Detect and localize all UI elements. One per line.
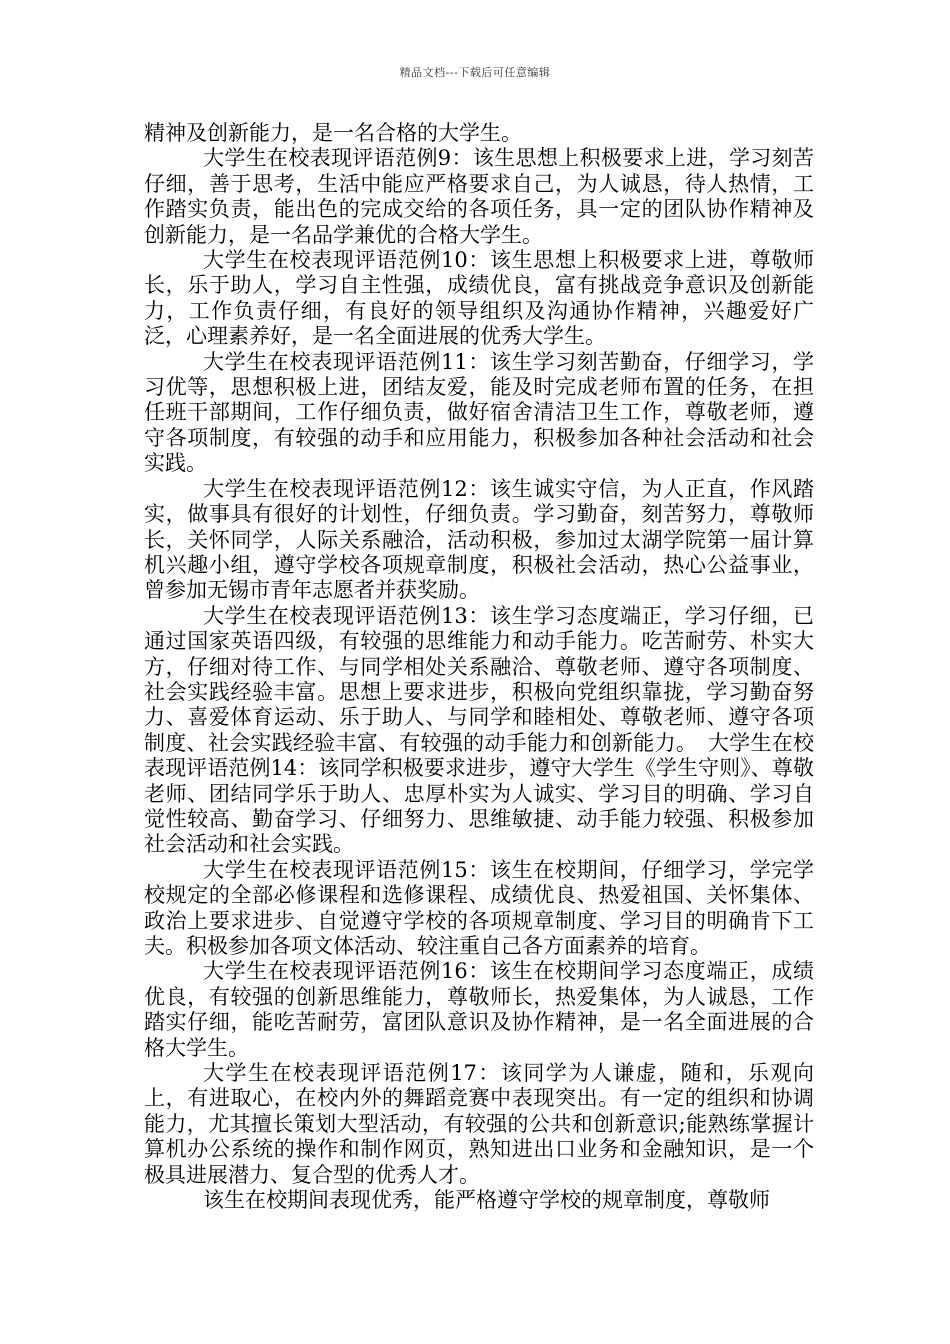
paragraph: 大学生在校表现评语范例17：该同学为人谦虚，随和，乐观向上，有进取心，在校内外的舞蹈竞赛中表现突出。有一定的组织和协调能力，尤其擅长策划大型活动，有较强的公共和创新意识;能熟练掌握计算机办公系统的操作和制作网页，熟知进出口业务和金融知识，是一个极具进展潜力、复合型的优秀人才。 — [144, 1061, 814, 1187]
paragraph: 该生在校期间表现优秀，能严格遵守学校的规章制度，尊敬师 — [203, 1188, 770, 1213]
paragraph: 大学生在校表现评语范例12：该生诚实守信，为人正直，作风踏实，做事具有很好的计划性，仔细负责。学习勤奋，刻苦努力，尊敬师长，关怀同学，人际关系融洽，活动积极，参加过太湖学院第一届计算机兴趣小组，遵守学校各项规章制度，积极社会活动，热心公益事业，曾参加无锡市青年志愿者并获奖励。 — [144, 476, 814, 603]
paragraph: 大学生在校表现评语范例15：该生在校期间，仔细学习，学完学校规定的全部必修课程和选修课程、成绩优良、热爱祖国、关怀集体、政治上要求进步、自觉遵守学校的各项规章制度、学习目的明确肯下工夫。积极参加各项文体活动、较注重自己各方面素养的培育。 — [144, 857, 814, 958]
document-body — [144, 121, 814, 1213]
paragraph: 大学生在校表现评语范例9：该生思想上积极要求上进，学习刻苦仔细，善于思考，生活中能应严格要求自己，为人诚恳，待人热情，工作踏实负责，能出色的完成交给的各项任务，具一定的团队协作精神及创新能力，是一名品学兼优的合格大学生。 — [144, 146, 814, 247]
paragraph: 大学生在校表现评语范例16：该生在校期间学习态度端正，成绩优良，有较强的创新思维能力，尊敬师长，热爱集体，为人诚恳，工作踏实仔细，能吃苦耐劳，富团队意识及协作精神，是一名全面进展的合格大学生。 — [144, 959, 814, 1060]
paragraph: 精神及创新能力，是一名合格的大学生。 — [144, 121, 522, 145]
paragraph: 大学生在校表现评语范例11：该生学习刻苦勤奋，仔细学习，学习优等，思想积极上进，团结友爱，能及时完成老师布置的任务，在担任班干部期间，工作仔细负责，做好宿舍清洁卫生工作，尊敬老师，遵守各项制度，有较强的动手和应用能力，积极参加各种社会活动和社会实践。 — [144, 349, 814, 476]
paragraph: 大学生在校表现评语范例13：该生学习态度端正，学习仔细，已通过国家英语四级，有较强的思维能力和动手能力。吃苦耐劳、朴实大方，仔细对待工作、与同学相处关系融洽、尊敬老师、遵守各项制度、社会实践经验丰富。思想上要求进步，积极向党组织靠拢，学习勤奋努力、喜爱体育运动、乐于助人、与同学和睦相处、尊敬老师、遵守各项制度、社会实践经验丰富、有较强的动手能力和创新能力。 大学生在校表现评语范例14：该同学积极要求进步，遵守大学生《学生守则》、尊敬老师、团结同学乐于助人、忠厚朴实为人诚实、学习目的明确、学习自觉性较高、勤奋学习、仔细努力、思维敏捷、动手能力较强、积极参加社会活动和社会实践。 — [144, 603, 814, 857]
paragraph: 大学生在校表现评语范例10：该生思想上积极要求上进，尊敬师长，乐于助人，学习自主性强，成绩优良，富有挑战竞争意识及创新能力，工作负责仔细，有良好的领导组织及沟通协作精神，兴趣爱好广泛，心理素养好，是一名全面进展的优秀大学生。 — [144, 248, 814, 349]
page-header: 精品文档---下载后可任意编辑 — [399, 66, 551, 79]
